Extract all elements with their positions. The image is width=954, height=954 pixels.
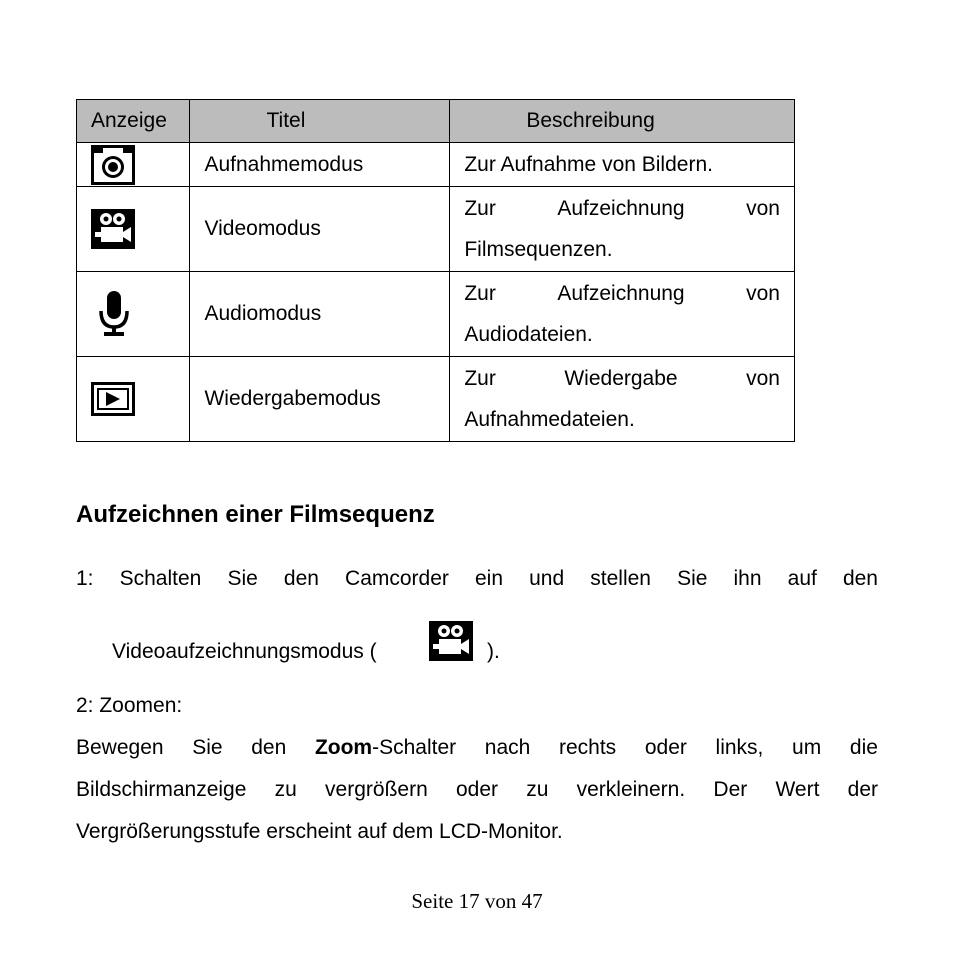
- word: zu: [274, 778, 297, 801]
- word: 1:: [76, 567, 94, 590]
- desc-word: von: [746, 367, 780, 390]
- table-header-row: [77, 100, 795, 143]
- desc-word: Aufzeichnung: [557, 197, 685, 220]
- table-row: [77, 272, 795, 357]
- mode-title: Aufnahmemodus: [190, 143, 450, 187]
- word: verkleinern.: [576, 778, 686, 801]
- para-line3: Vergrößerungsstufe erscheint auf dem LCD-Monitor.: [76, 820, 563, 843]
- para-line2: [76, 778, 878, 802]
- camera-icon: [90, 144, 136, 186]
- icon-cell: [77, 357, 190, 442]
- word: Sie: [227, 567, 258, 590]
- video-camera-icon: [428, 620, 474, 662]
- section-heading: Aufzeichnen einer Filmsequenz: [76, 501, 435, 528]
- icon-cell: [77, 272, 190, 357]
- icon-cell: [77, 143, 190, 187]
- word: links,: [715, 736, 764, 759]
- word: ein: [475, 567, 504, 590]
- word: Bildschirmanzeige: [76, 778, 247, 801]
- word: Der: [713, 778, 748, 801]
- zoom-term: [315, 736, 456, 760]
- word: den: [251, 736, 287, 759]
- word: auf: [787, 567, 817, 590]
- word: Schalten: [119, 567, 202, 590]
- word: Bewegen: [76, 736, 164, 759]
- word: die: [849, 736, 878, 759]
- word: der: [847, 778, 878, 801]
- step1-line2-text: Videoaufzeichnungsmodus (: [112, 640, 377, 663]
- desc-word: Aufzeichnung: [557, 282, 685, 305]
- word: Sie: [192, 736, 223, 759]
- word: Sie: [677, 567, 708, 590]
- mode-title: Audiomodus: [190, 272, 450, 357]
- desc-line: Filmsequenzen.: [464, 238, 613, 261]
- mode-description: [450, 272, 795, 357]
- video-camera-icon: [90, 208, 136, 250]
- word: vergrößern: [325, 778, 428, 801]
- table-row: [77, 357, 795, 442]
- para-line1: [76, 736, 878, 760]
- desc-word: Zur: [464, 282, 496, 305]
- word: stellen: [590, 567, 651, 590]
- desc-word: Wiedergabe: [564, 367, 678, 390]
- zoom-rest: -Schalter: [372, 736, 457, 759]
- word: rechts: [559, 736, 617, 759]
- table-row: [77, 187, 795, 272]
- word: zu: [526, 778, 549, 801]
- page-footer: Seite 17 von 47: [411, 889, 543, 913]
- word: Camcorder: [345, 567, 449, 590]
- step1-line2-end: ).: [487, 640, 500, 663]
- header-titel: Titel: [190, 100, 450, 143]
- word: den: [842, 567, 878, 590]
- playback-icon: [90, 381, 136, 417]
- mode-description: [450, 187, 795, 272]
- desc-word: Zur: [464, 197, 496, 220]
- word: oder: [455, 778, 498, 801]
- word: den: [283, 567, 319, 590]
- word: um: [792, 736, 822, 759]
- mode-description: [450, 357, 795, 442]
- header-beschreibung: Beschreibung: [450, 100, 795, 143]
- desc-line: Aufnahmedateien.: [464, 408, 635, 431]
- header-anzeige: Anzeige: [77, 100, 190, 143]
- microphone-icon: [93, 289, 139, 339]
- step1-line1: [76, 567, 878, 591]
- word: oder: [644, 736, 687, 759]
- step2-label: 2: Zoomen:: [76, 694, 183, 717]
- mode-description: Zur Aufnahme von Bildern.: [450, 143, 795, 187]
- desc-line: Audiodateien.: [464, 323, 593, 346]
- mode-table: [76, 99, 795, 442]
- mode-title: Videomodus: [190, 187, 450, 272]
- word: Wert: [775, 778, 820, 801]
- word: und: [529, 567, 565, 590]
- table-row: [77, 143, 795, 187]
- desc-word: von: [746, 282, 780, 305]
- zoom-bold: Zoom: [314, 736, 373, 759]
- word: ihn: [733, 567, 762, 590]
- desc-word: Zur: [464, 367, 496, 390]
- word: nach: [484, 736, 531, 759]
- desc-word: von: [746, 197, 780, 220]
- mode-title: Wiedergabemodus: [190, 357, 450, 442]
- icon-cell: [77, 187, 190, 272]
